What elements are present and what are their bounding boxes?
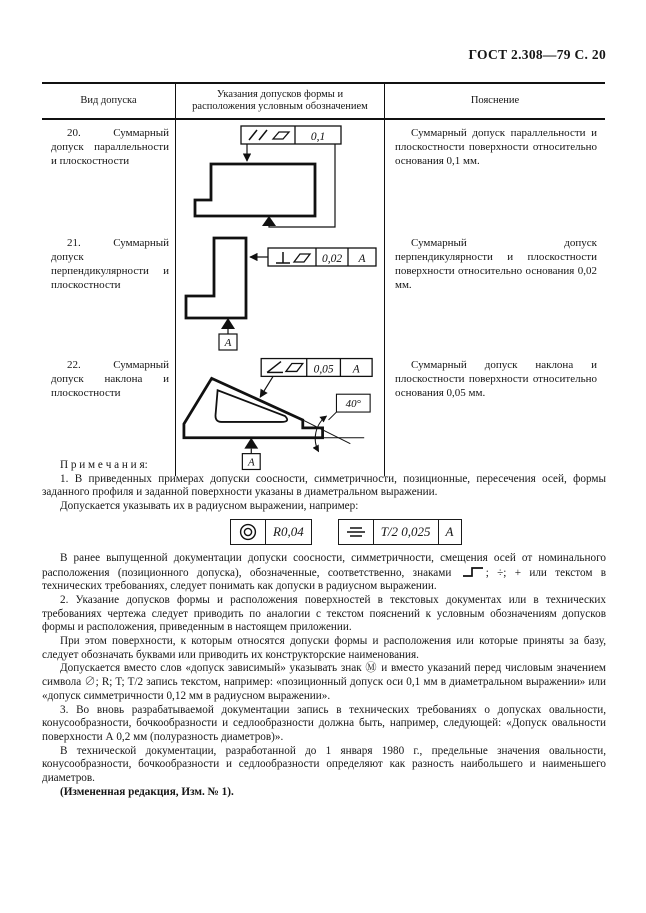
drawing-parallelism-flatness: [175, 120, 385, 230]
example-frame-concentricity: [230, 519, 312, 545]
table-header-row: [42, 84, 605, 120]
note-paragraph-1b: В ранее выпущенной документации допуски соосности, симметричности, смещения осей от номинального расположения (позиционного допуска), обозначенные, соответственно, знаками ; ÷; + или текстом в технических требованиях, следует понимать как допуски в радиусном выражении.: [42, 551, 607, 593]
datum-letter: A: [438, 520, 461, 544]
column-header-explanation: Пояснение: [470, 94, 520, 106]
technical-drawing: [176, 356, 384, 476]
parallelism-icon: [249, 130, 267, 140]
tolerance-value: 0,02: [321, 253, 343, 265]
radius-expression-examples: [42, 519, 606, 545]
note-paragraph-3: 3. Во вновь разрабатываемой документации запись в технических требованиях о допусках овальности, конусообразности, бочкообразности и седлообразности должна быть, например, следующей: «Допуск овальности поверхности А 0,2 мм (полуразность диаметров)».: [42, 703, 606, 743]
notes-section: [42, 456, 607, 799]
slope-icon: [267, 362, 283, 373]
perpendicularity-icon: [276, 252, 290, 263]
tolerance-type-text: 22. Суммарный допуск наклона и плоскостности: [51, 359, 169, 399]
technical-drawing: [180, 234, 380, 352]
part-outline: [184, 378, 323, 437]
note-paragraph-3a: В технической документации, разработанной до 1 января 1980 г., предельные значения овальности, конусообразности, бочкообразности и седлообразности определяют как разность наибольшего и наименьшего диаметров.: [42, 744, 606, 785]
tolerance-type-text: 20. Суммарный допуск параллельности и плоскостности: [51, 127, 169, 167]
explanation-text: Суммарный допуск наклона и плоскостности поверхности относительно основания 0,05 мм.: [395, 359, 597, 399]
notes-heading: П р и м е ч а н и я:: [60, 459, 148, 471]
tolerance-table: [42, 82, 605, 476]
datum-triangle-icon: [262, 216, 276, 226]
datum-triangle-icon: [244, 438, 258, 449]
concentricity-icon: [231, 520, 265, 544]
note-paragraph-2: 2. Указание допусков формы и расположения поверхностей в текстовых документах или в технических требованиях чертежа следует приводить по аналогии с текстом пояснений к условным обозначениям допусков формы и расположения, приведенным в настоящем приложении.: [42, 593, 606, 634]
angle-arc: [315, 416, 326, 452]
datum-reference-letter: A: [352, 363, 360, 376]
column-header-designation: Указания допусков формы и расположения условным обозначением: [175, 84, 385, 118]
technical-drawing: [185, 124, 375, 230]
datum-letter: A: [247, 456, 255, 469]
datum-letter: A: [224, 337, 232, 349]
table-row: [42, 352, 605, 476]
tolerance-value: R0,04: [265, 520, 311, 544]
part-outline: [186, 238, 246, 318]
part-outline: [195, 164, 315, 216]
tolerance-value: T/2 0,025: [373, 520, 438, 544]
example-frame-symmetry: [338, 519, 462, 545]
drawing-perpendicularity-flatness: [175, 230, 385, 352]
table-row: [42, 230, 605, 352]
tolerance-value: 0,05: [313, 363, 334, 376]
explanation-text: Суммарный допуск параллельности и плоскостности поверхности относительно основания 0,1 мм.: [395, 127, 597, 167]
flatness-icon: [294, 254, 310, 262]
flatness-icon: [286, 364, 303, 372]
explanation-text: Суммарный допуск перпендикулярности и плоскостности поверхности относительно основания 0,02 мм.: [395, 237, 597, 291]
datum-triangle-icon: [221, 318, 235, 329]
note-paragraph-1: 1. В приведенных примерах допуски соосности, симметричности, позиционные, пересечения осей, формы заданного профиля и заданной поверхности указаны в диаметральном выражении.: [42, 472, 606, 499]
extension-line: [303, 420, 351, 444]
leader-arrow: [260, 376, 273, 397]
flatness-icon: [273, 132, 289, 139]
symmetry-icon: [339, 520, 373, 544]
note-paragraph-2b: Допускается вместо слов «допуск зависимый» указывать знак Ⓜ и вместо указаний перед числовым значением символа ∅; R; T; T/2 запись текстом, например: «позиционный допуск оси 0,1 мм в диаметральном выражении» или «допуск симметричности 0,12 мм в радиусном выражении».: [42, 662, 606, 702]
coaxiality-old-sign-icon: [462, 566, 484, 577]
tolerance-value: 0,1: [310, 131, 326, 143]
datum-reference-letter: A: [358, 253, 366, 265]
drawing-slope-flatness: [175, 352, 385, 476]
tolerance-frame: [241, 126, 341, 144]
table-row: [42, 120, 605, 230]
amendment-note: (Измененная редакция, Изм. № 1).: [60, 785, 234, 798]
note-paragraph-2a: При этом поверхности, к которым относятся допуски формы и расположения или которые приняты за базу, следует обозначать буквами или приводить их конструкторские наименования.: [42, 635, 606, 661]
column-header-type: Вид допуска: [80, 94, 137, 106]
angle-value: 40°: [345, 398, 361, 411]
tolerance-type-text: 21. Суммарный допуск перпендикулярности и плоскостности: [51, 237, 169, 291]
note-paragraph-1a: Допускается указывать их в радиусном выражении, например:: [60, 500, 359, 513]
page-header: ГОСТ 2.308—79 С. 20: [468, 47, 606, 62]
datum-connector-line: [269, 144, 335, 227]
